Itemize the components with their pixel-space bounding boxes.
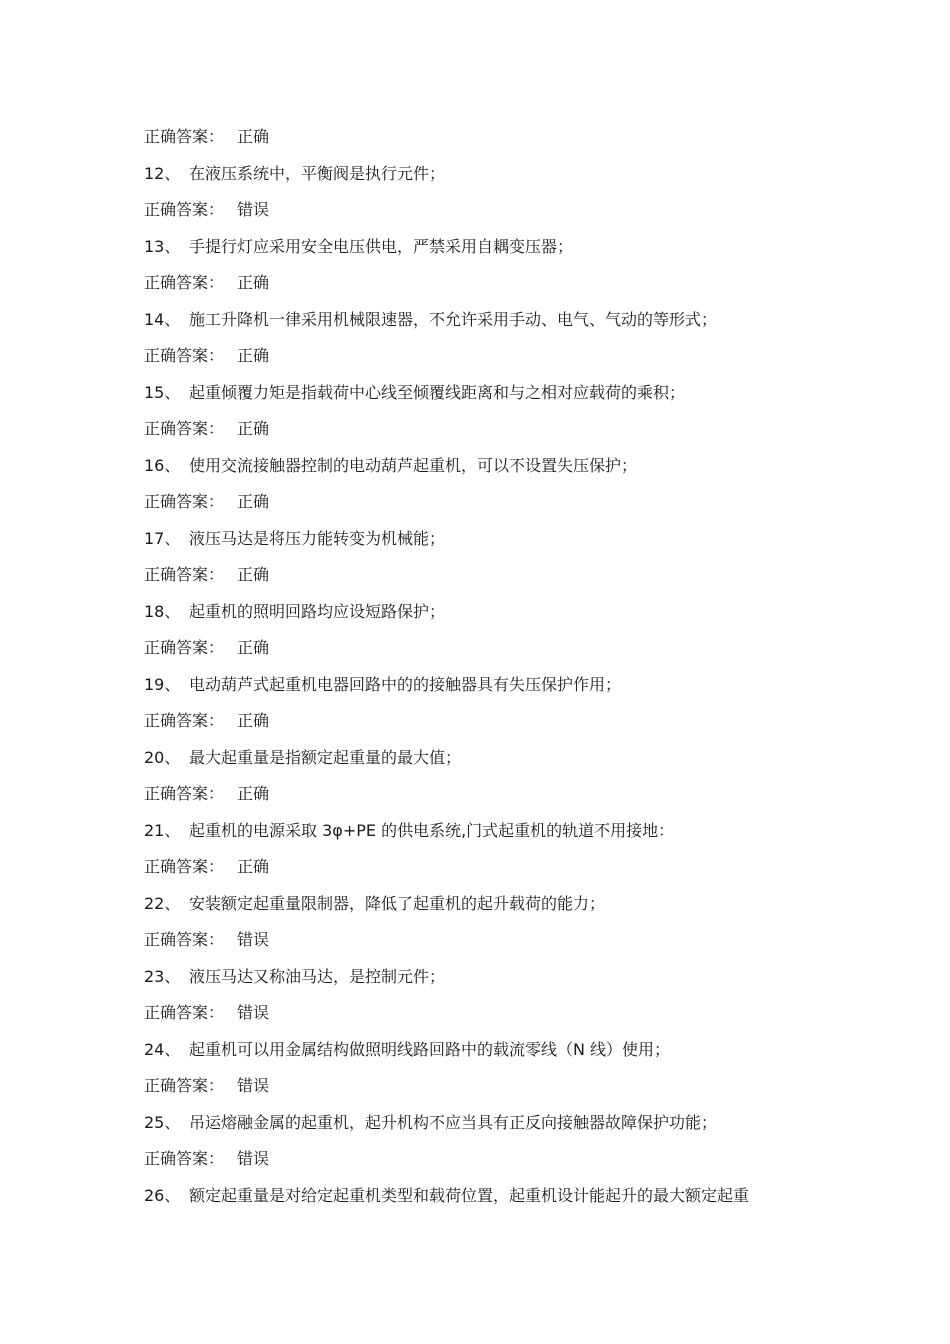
question-number: 25、 xyxy=(144,1112,181,1132)
question-text: 最大起重量是指额定起重量的最大值； xyxy=(189,747,462,767)
answer-label: 正确答案： xyxy=(144,930,225,949)
answer-value: 错误 xyxy=(237,1076,270,1095)
answer-value: 错误 xyxy=(237,1149,270,1168)
question-number: 16、 xyxy=(144,455,181,475)
answer-value: 正确 xyxy=(237,127,270,146)
question-text: 安装额定起重量限制器，降低了起重机的起升载荷的能力； xyxy=(189,893,606,913)
question-number: 12、 xyxy=(144,163,181,183)
question-line xyxy=(144,672,824,709)
question-line xyxy=(144,161,824,198)
question-text: 使用交流接触器控制的电动葫芦起重机，可以不设置失压保护； xyxy=(189,455,638,475)
answer-label: 正确答案： xyxy=(144,1076,225,1095)
answer-value: 错误 xyxy=(237,1003,270,1022)
question-text: 在液压系统中，平衡阀是执行元件； xyxy=(189,163,446,183)
question-line xyxy=(144,964,824,1001)
answer-value: 正确 xyxy=(237,784,270,803)
question-number: 24、 xyxy=(144,1039,181,1059)
question-number: 17、 xyxy=(144,528,181,548)
question-text: 电动葫芦式起重机电器回路中的的接触器具有失压保护作用； xyxy=(189,674,622,694)
answer-value: 正确 xyxy=(237,492,270,511)
question-number: 22、 xyxy=(144,893,181,913)
question-number: 26、 xyxy=(144,1185,181,1205)
question-text: 起重倾覆力矩是指载荷中心线至倾覆线距离和与之相对应载荷的乘积； xyxy=(189,382,686,402)
question-text: 额定起重量是对给定起重机类型和载荷位置，起重机设计能起升的最大额定起重 xyxy=(189,1185,750,1205)
question-text: 起重机的照明回路均应设短路保护； xyxy=(189,601,446,621)
answer-line xyxy=(144,416,824,453)
question-number: 21、 xyxy=(144,820,181,840)
question-number: 15、 xyxy=(144,382,181,402)
answer-label: 正确答案： xyxy=(144,565,225,584)
question-line xyxy=(144,526,824,563)
answer-label: 正确答案： xyxy=(144,857,225,876)
answer-label: 正确答案： xyxy=(144,711,225,730)
question-number: 13、 xyxy=(144,236,181,256)
answer-line xyxy=(144,927,824,964)
question-line xyxy=(144,818,824,855)
answer-label: 正确答案： xyxy=(144,638,225,657)
answer-value: 正确 xyxy=(237,638,270,657)
answer-line xyxy=(144,270,824,307)
answer-label: 正确答案： xyxy=(144,200,225,219)
question-text: 吊运熔融金属的起重机，起升机构不应当具有正反向接触器故障保护功能； xyxy=(189,1112,718,1132)
answer-line xyxy=(144,635,824,672)
answer-value: 正确 xyxy=(237,346,270,365)
question-text: 施工升降机一律采用机械限速器，不允许采用手动、电气、气动的等形式； xyxy=(189,309,718,329)
question-line xyxy=(144,1037,824,1074)
answer-label: 正确答案： xyxy=(144,1149,225,1168)
answer-value: 正确 xyxy=(237,273,270,292)
answer-line xyxy=(144,562,824,599)
question-number: 14、 xyxy=(144,309,181,329)
question-text: 手提行灯应采用安全电压供电，严禁采用自耦变压器； xyxy=(189,236,574,256)
answer-value: 错误 xyxy=(237,200,270,219)
answer-label: 正确答案： xyxy=(144,784,225,803)
question-line xyxy=(144,1183,824,1220)
answer-value: 正确 xyxy=(237,419,270,438)
question-line xyxy=(144,307,824,344)
question-line xyxy=(144,453,824,490)
answer-line xyxy=(144,197,824,234)
answer-value: 错误 xyxy=(237,930,270,949)
question-text: 液压马达是将压力能转变为机械能； xyxy=(189,528,446,548)
answer-line xyxy=(144,343,824,380)
question-line xyxy=(144,380,824,417)
question-text: 液压马达又称油马达，是控制元件； xyxy=(189,966,446,986)
answer-line xyxy=(144,708,824,745)
answer-label: 正确答案： xyxy=(144,419,225,438)
question-line xyxy=(144,1110,824,1147)
question-text: 起重机的电源采取 3φ+PE 的供电系统,门式起重机的轨道不用接地： xyxy=(189,820,675,840)
answer-line xyxy=(144,489,824,526)
answer-label: 正确答案： xyxy=(144,127,225,146)
question-line xyxy=(144,745,824,782)
answer-label: 正确答案： xyxy=(144,273,225,292)
answer-label: 正确答案： xyxy=(144,346,225,365)
question-line xyxy=(144,234,824,271)
question-list xyxy=(144,124,824,1219)
answer-line xyxy=(144,854,824,891)
answer-label: 正确答案： xyxy=(144,1003,225,1022)
question-line xyxy=(144,599,824,636)
answer-value: 正确 xyxy=(237,711,270,730)
question-number: 19、 xyxy=(144,674,181,694)
answer-line xyxy=(144,1073,824,1110)
answer-value: 正确 xyxy=(237,565,270,584)
question-number: 20、 xyxy=(144,747,181,767)
answer-line xyxy=(144,1000,824,1037)
answer-value: 正确 xyxy=(237,857,270,876)
answer-line xyxy=(144,781,824,818)
answer-line xyxy=(144,124,824,161)
question-number: 18、 xyxy=(144,601,181,621)
question-number: 23、 xyxy=(144,966,181,986)
question-line xyxy=(144,891,824,928)
answer-line xyxy=(144,1146,824,1183)
question-text: 起重机可以用金属结构做照明线路回路中的载流零线（N 线）使用； xyxy=(189,1039,671,1059)
answer-label: 正确答案： xyxy=(144,492,225,511)
